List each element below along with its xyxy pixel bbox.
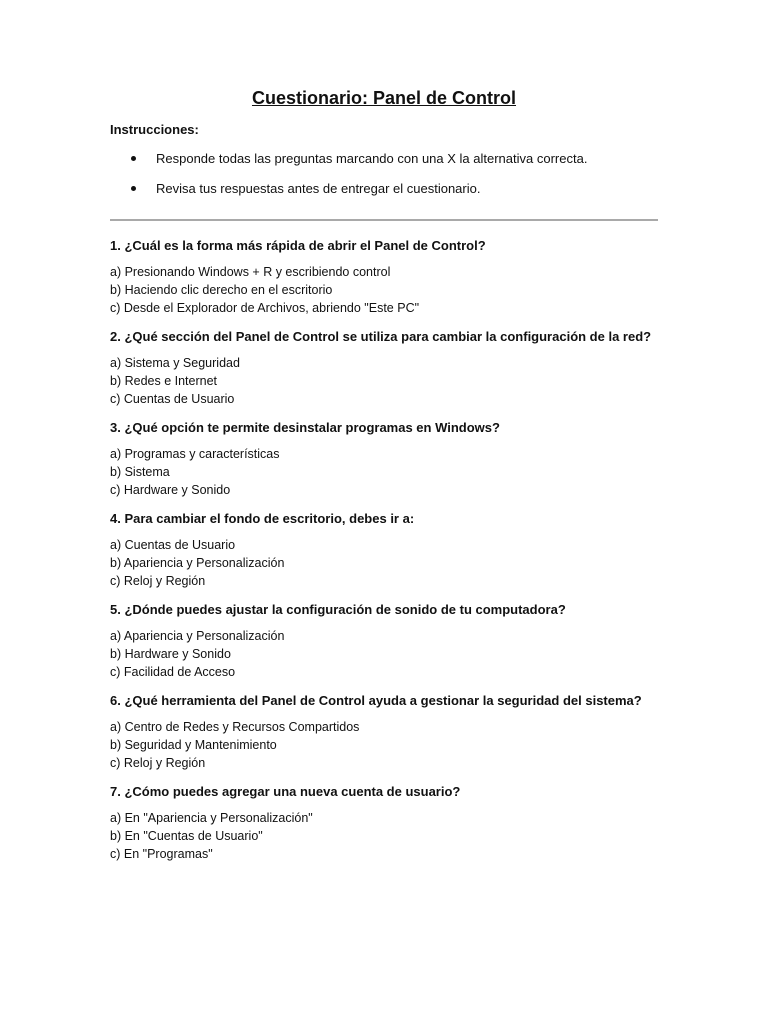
instruction-item: [110, 180, 587, 210]
question-3: [110, 418, 658, 499]
answer-options: [110, 263, 658, 317]
answer-option: c) En "Programas": [110, 847, 213, 861]
instructions-heading: Instrucciones:: [110, 122, 199, 137]
answer-options: [110, 627, 658, 681]
answer-option: c) Desde el Explorador de Archivos, abriendo "Este PC": [110, 301, 420, 315]
answer-options: [110, 809, 658, 863]
answer-option: b) Hardware y Sonido: [110, 647, 231, 661]
answer-option: c) Cuentas de Usuario: [110, 392, 235, 406]
question-list: [110, 236, 658, 863]
answer-option: b) Redes e Internet: [110, 374, 218, 388]
question-4: [110, 509, 658, 590]
question-text: 6. ¿Qué herramienta del Panel de Control ayuda a gestionar la seguridad del sistema?: [110, 693, 642, 708]
answer-option: a) Centro de Redes y Recursos Compartidos: [110, 720, 360, 734]
answer-options: [110, 718, 658, 772]
section-divider: [110, 219, 658, 221]
answer-option: b) En "Cuentas de Usuario": [110, 829, 263, 843]
answer-option: b) Haciendo clic derecho en el escritorio: [110, 283, 333, 297]
answer-option: b) Sistema: [110, 465, 170, 479]
question-7: [110, 782, 658, 863]
answer-option: c) Reloj y Región: [110, 756, 206, 770]
instruction-item: [110, 150, 587, 180]
question-5: [110, 600, 658, 681]
question-text: 2. ¿Qué sección del Panel de Control se utiliza para cambiar la configuración de la red?: [110, 329, 652, 344]
question-2: [110, 327, 658, 408]
question-text: 4. Para cambiar el fondo de escritorio, debes ir a:: [110, 511, 415, 526]
answer-option: b) Seguridad y Mantenimiento: [110, 738, 277, 752]
answer-option: a) Sistema y Seguridad: [110, 356, 240, 370]
question-6: [110, 691, 658, 772]
instruction-text: Responde todas las preguntas marcando con una X la alternativa correcta.: [156, 151, 588, 166]
question-text: 7. ¿Cómo puedes agregar una nueva cuenta de usuario?: [110, 784, 461, 799]
question-text: 5. ¿Dónde puedes ajustar la configuración de sonido de tu computadora?: [110, 602, 566, 617]
bullet-icon: [131, 186, 136, 191]
answer-option: a) En "Apariencia y Personalización": [110, 811, 313, 825]
answer-options: [110, 445, 658, 499]
question-text: 3. ¿Qué opción te permite desinstalar programas en Windows?: [110, 420, 500, 435]
instructions-list: [110, 150, 587, 210]
answer-options: [110, 354, 658, 408]
bullet-icon: [131, 156, 136, 161]
answer-option: a) Presionando Windows + R y escribiendo control: [110, 265, 391, 279]
answer-option: c) Hardware y Sonido: [110, 483, 231, 497]
instruction-text: Revisa tus respuestas antes de entregar el cuestionario.: [156, 181, 481, 196]
answer-option: c) Facilidad de Acceso: [110, 665, 236, 679]
answer-option: a) Apariencia y Personalización: [110, 629, 285, 643]
question-text: 1. ¿Cuál es la forma más rápida de abrir el Panel de Control?: [110, 238, 486, 253]
question-1: [110, 236, 658, 317]
answer-option: c) Reloj y Región: [110, 574, 206, 588]
answer-option: a) Programas y características: [110, 447, 280, 461]
answer-option: a) Cuentas de Usuario: [110, 538, 236, 552]
answer-option: b) Apariencia y Personalización: [110, 556, 285, 570]
answer-options: [110, 536, 658, 590]
page-title: Cuestionario: Panel de Control: [251, 88, 517, 108]
